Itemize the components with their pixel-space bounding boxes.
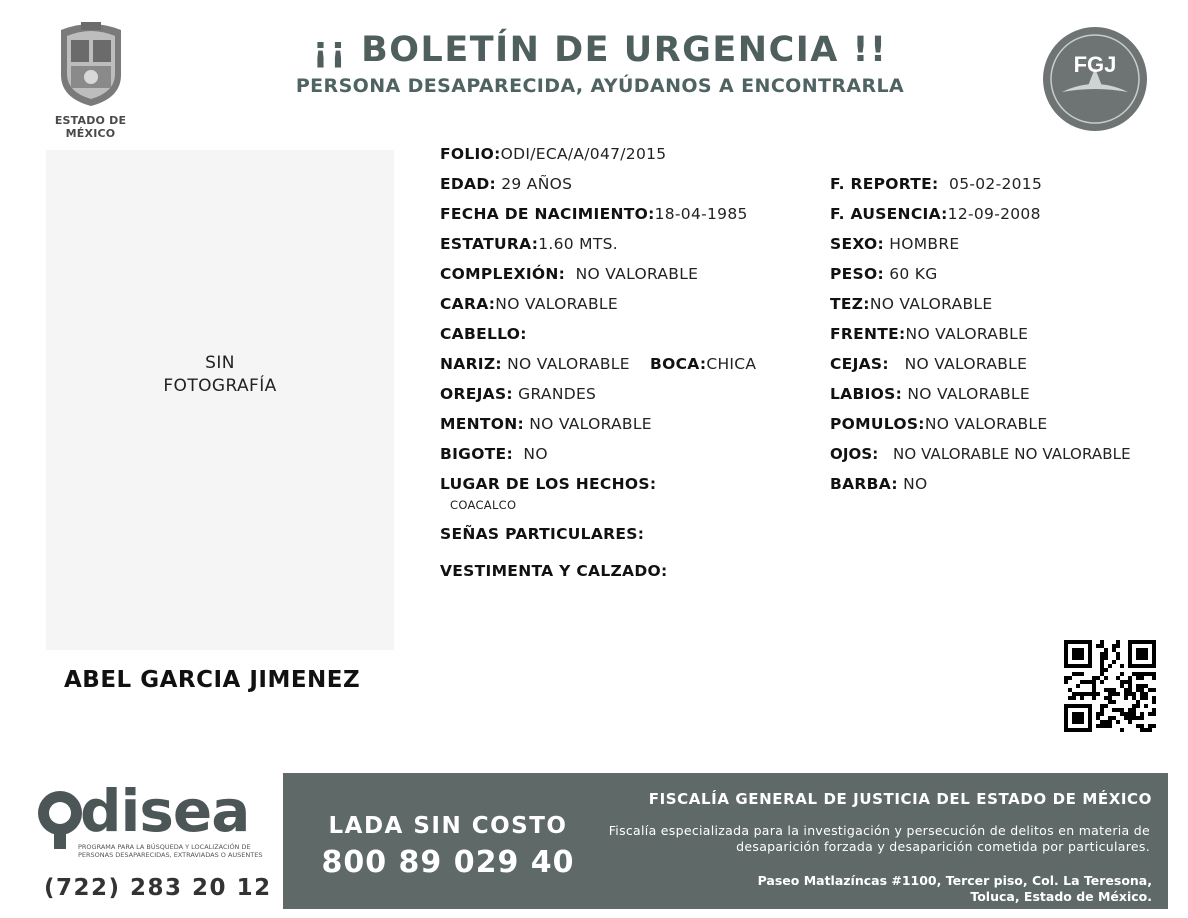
field-label: ESTATURA: (440, 235, 539, 253)
field-lugar-hechos-value: COACALCO (450, 498, 517, 512)
field-label: CARA: (440, 295, 496, 313)
field-label: LUGAR DE LOS HECHOS: (440, 475, 657, 493)
field-value: NO VALORABLE NO VALORABLE (893, 445, 1131, 463)
field-labios (830, 385, 1030, 403)
field-value: NO VALORABLE (869, 295, 993, 313)
field-label: OREJAS: (440, 385, 513, 403)
field-value: 18-04-1985 (654, 205, 748, 223)
field-value: 12-09-2008 (947, 205, 1041, 223)
field-fecha-reporte (830, 175, 1042, 193)
field-boca (650, 355, 756, 373)
estado-de-mexico-seal-icon (51, 20, 131, 108)
field-sexo (830, 235, 960, 253)
address-line1: Paseo Matlazíncas #1100, Tercer piso, Col. La Teresona, (757, 873, 1152, 888)
odisea-wordmark: disea (80, 777, 250, 845)
field-label: CEJAS: (830, 355, 889, 373)
field-bigote (440, 445, 548, 463)
field-value: NO (523, 445, 548, 463)
seal-caption: ESTADO DE MÉXICO (54, 114, 127, 140)
field-value: CHICA (706, 355, 757, 373)
field-orejas (440, 385, 596, 403)
field-label: SEÑAS PARTICULARES: (440, 525, 645, 543)
odisea-pin-icon (34, 789, 86, 849)
field-tez (830, 295, 992, 313)
field-label: SEXO: (830, 235, 885, 253)
field-value: NO VALORABLE (575, 265, 699, 283)
photo-placeholder (46, 150, 394, 650)
field-label: OJOS: (830, 445, 879, 463)
field-label: VESTIMENTA Y CALZADO: (440, 562, 668, 580)
page-title: ¡¡ BOLETÍN DE URGENCIA !! (312, 30, 888, 70)
page-subtitle: PERSONA DESAPARECIDA, AYÚDANOS A ENCONTRARLA (295, 75, 905, 97)
estado-de-mexico-seal (28, 20, 153, 140)
field-value: HOMBRE (889, 235, 960, 253)
field-frente (830, 325, 1028, 343)
odisea-caption: PROGRAMA PARA LA BÚSQUEDA Y LOCALIZACIÓN DE PERSONAS DESAPARECIDAS, EXTRAVIADAS O AUSENTES (78, 843, 263, 859)
field-value: NO VALORABLE (495, 295, 618, 313)
field-value: NO VALORABLE (907, 385, 1030, 403)
field-label: EDAD: (440, 175, 497, 193)
field-value: NO (903, 475, 928, 493)
fiscalia-description: Fiscalía especializada para la investigación y persecución de delitos en materia de desaparición forzada y desaparición cometida por particulares. (608, 823, 1150, 854)
field-value: NO VALORABLE (905, 325, 1029, 343)
field-label: CABELLO: (440, 325, 527, 343)
field-label: POMULOS: (830, 415, 925, 433)
field-label: LABIOS: (830, 385, 903, 403)
contact-phone: (722) 283 20 12 (44, 875, 272, 901)
field-label: MENTON: (440, 415, 525, 433)
odisea-logo (30, 777, 275, 905)
fiscalia-title: FISCALÍA GENERAL DE JUSTICIA DEL ESTADO DE MÉXICO (648, 790, 1152, 808)
field-label: BOCA: (650, 355, 707, 373)
field-label: COMPLEXIÓN: (440, 265, 566, 283)
field-value: NO VALORABLE (904, 355, 1028, 373)
field-menton (440, 415, 652, 433)
field-label: TEZ: (830, 295, 870, 313)
lada-label: LADA SIN COSTO (328, 813, 568, 839)
field-barba (830, 475, 927, 493)
field-label: FECHA DE NACIMIENTO: (440, 205, 655, 223)
field-fecha-ausencia (830, 205, 1041, 223)
qr-code[interactable] (1064, 640, 1156, 732)
photo-text-line2: FOTOGRAFÍA (163, 376, 277, 396)
field-value: ODI/ECA/A/047/2015 (500, 145, 667, 163)
field-label: BIGOTE: (440, 445, 513, 463)
fgj-logo-icon (1040, 24, 1150, 134)
field-pomulos (830, 415, 1047, 433)
field-label: F. AUSENCIA: (830, 205, 948, 223)
field-vestimenta (440, 562, 667, 580)
address-line2: Toluca, Estado de México. (970, 889, 1152, 904)
field-cabello (440, 325, 527, 343)
field-cara (440, 295, 618, 313)
field-estatura (440, 235, 618, 253)
field-senas-particulares (440, 525, 644, 543)
fiscalia-address (592, 873, 1152, 905)
field-value: NO VALORABLE (924, 415, 1048, 433)
field-label: PESO: (830, 265, 884, 283)
field-nariz (440, 355, 630, 373)
field-value: NO VALORABLE (529, 415, 652, 433)
field-label: F. REPORTE: (830, 175, 939, 193)
fgj-logo (1040, 24, 1150, 134)
field-fecha-nacimiento (440, 205, 748, 223)
field-complexion (440, 265, 698, 283)
field-ojos (830, 445, 1131, 463)
svg-text:FGJ: FGJ (1073, 52, 1117, 77)
field-label: NARIZ: (440, 355, 502, 373)
field-label: FRENTE: (830, 325, 906, 343)
field-value: GRANDES (518, 385, 597, 403)
field-folio (440, 145, 666, 163)
field-lugar-hechos (440, 475, 656, 493)
field-value: 05-02-2015 (949, 175, 1043, 193)
field-label: FOLIO: (440, 145, 501, 163)
qr-code-icon (1064, 640, 1156, 732)
lada-number: 800 89 029 40 (321, 845, 575, 880)
field-cejas (830, 355, 1027, 373)
field-value: 29 AÑOS (501, 175, 573, 193)
field-label: BARBA: (830, 475, 898, 493)
footer-bar (283, 773, 1168, 909)
field-value: 1.60 MTS. (538, 235, 618, 253)
field-edad (440, 175, 572, 193)
field-value: NO VALORABLE (507, 355, 630, 373)
person-name: ABEL GARCIA JIMENEZ (64, 667, 361, 693)
photo-placeholder-text (46, 352, 394, 398)
field-value: 60 KG (889, 265, 938, 283)
photo-text-line1: SIN (205, 353, 235, 373)
field-peso (830, 265, 938, 283)
